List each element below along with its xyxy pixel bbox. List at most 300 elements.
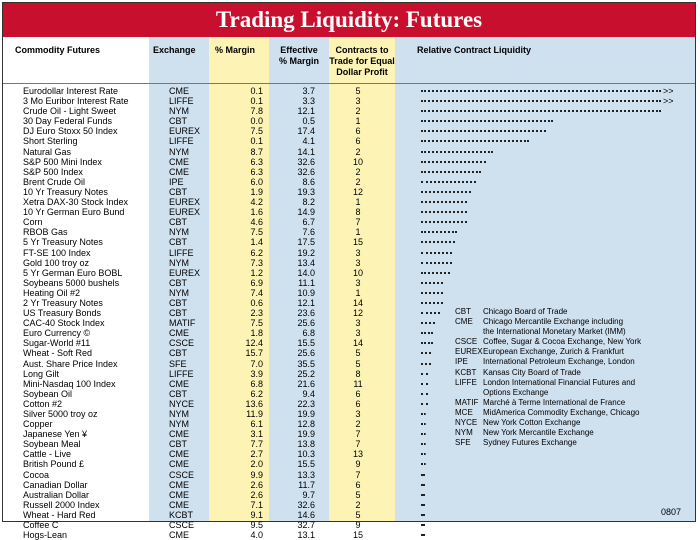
effective-margin-cell: 12.8 — [297, 419, 315, 430]
commodity-name: Short Sterling — [23, 136, 78, 147]
contracts-cell: 8 — [355, 207, 361, 218]
table-row — [3, 288, 695, 298]
exchange-cell: CME — [169, 530, 189, 540]
effective-margin-cell: 10.3 — [297, 449, 315, 460]
liquidity-bar — [421, 443, 426, 447]
margin-cell: 7.3 — [250, 257, 263, 268]
commodity-name: Australian Dollar — [23, 489, 90, 500]
commodity-name: Cattle - Live — [23, 449, 72, 460]
margin-cell: 2.3 — [250, 308, 263, 319]
effective-margin-cell: 12.1 — [297, 297, 315, 308]
liquidity-bar — [421, 332, 433, 336]
effective-margin-cell: 32.6 — [297, 156, 315, 167]
effective-margin-cell: 32.6 — [297, 166, 315, 177]
contracts-cell: 3 — [355, 96, 361, 107]
table-row — [3, 167, 695, 177]
header-effective-line1: Effective — [280, 45, 318, 55]
contracts-cell: 1 — [355, 116, 361, 127]
header-margin: % Margin — [215, 45, 256, 55]
table-row — [3, 520, 695, 530]
page-code: 0807 — [660, 507, 681, 517]
margin-cell: 2.6 — [250, 489, 263, 500]
table-row — [3, 298, 695, 308]
legend-code: CBT — [455, 307, 471, 316]
effective-margin-cell: 15.5 — [297, 459, 315, 470]
exchange-cell: CBT — [169, 348, 187, 359]
exchange-cell: LIFFE — [169, 368, 194, 379]
commodity-name: Crude Oil - Light Sweet — [23, 106, 117, 117]
exchange-cell: EUREX — [169, 207, 201, 218]
legend-code: MCE — [455, 407, 473, 417]
contracts-cell: 12 — [352, 308, 363, 319]
contracts-cell: 9 — [355, 459, 361, 470]
liquidity-bar — [421, 393, 428, 397]
effective-margin-cell: 8.2 — [302, 197, 315, 208]
legend-code: NYCE — [455, 418, 478, 428]
exchange-cell: SFE — [169, 358, 187, 369]
header-effective-line2: % Margin — [278, 56, 319, 66]
effective-margin-cell: 21.6 — [297, 378, 315, 389]
liquidity-bar — [421, 463, 426, 467]
margin-cell: 7.0 — [250, 358, 263, 369]
table-row — [3, 510, 695, 520]
effective-margin-cell: 19.9 — [297, 409, 315, 419]
contracts-cell: 1 — [355, 227, 361, 238]
exchange-cell: CBT — [169, 116, 187, 127]
liquidity-bar — [421, 352, 431, 356]
legend-description: Chicago Board of Trade — [483, 307, 568, 316]
exchange-cell: CME — [169, 449, 189, 460]
commodity-name: S&P 500 Index — [23, 166, 83, 177]
liquidity-bar — [421, 151, 493, 155]
liquidity-bar — [421, 191, 471, 195]
contracts-cell: 11 — [353, 378, 363, 389]
table-row — [3, 490, 695, 500]
header-contracts — [329, 45, 395, 78]
contracts-cell: 7 — [355, 217, 361, 228]
exchange-cell: CME — [169, 489, 189, 500]
exchange-cell: KCBT — [169, 509, 194, 520]
margin-cell: 9.9 — [250, 469, 263, 480]
commodity-name: Silver 5000 troy oz — [23, 409, 98, 419]
commodity-name: Soybean Meal — [23, 439, 81, 450]
exchange-cell: LIFFE — [169, 247, 194, 258]
exchange-cell: NYM — [169, 227, 189, 238]
exchange-cell: EUREX — [169, 197, 201, 208]
liquidity-bar — [421, 252, 452, 256]
table-row — [3, 248, 695, 258]
legend-code: LIFFE — [455, 377, 477, 387]
contracts-cell: 3 — [355, 328, 361, 339]
commodity-name: Eurodollar Interest Rate — [23, 86, 119, 96]
commodity-name: Soybean Oil — [23, 388, 73, 399]
exchange-cell: CME — [169, 156, 189, 167]
effective-margin-cell: 6.8 — [302, 328, 315, 339]
margin-cell: 4.6 — [250, 217, 263, 228]
contracts-cell: 3 — [355, 247, 361, 258]
margin-cell: 7.8 — [250, 106, 263, 117]
table-row — [3, 187, 695, 197]
effective-margin-cell: 23.6 — [297, 308, 315, 319]
liquidity-bar — [421, 453, 426, 457]
contracts-cell: 10 — [352, 156, 363, 167]
contracts-cell: 7 — [355, 429, 361, 440]
margin-cell: 6.3 — [250, 156, 263, 167]
liquidity-bar — [421, 161, 486, 165]
margin-cell: 6.8 — [250, 378, 263, 389]
contracts-cell: 13 — [352, 449, 363, 460]
contracts-cell: 5 — [355, 348, 361, 359]
liquidity-bar — [421, 211, 467, 215]
commodity-name: Wheat - Hard Red — [23, 509, 96, 520]
exchange-cell: CME — [169, 499, 189, 510]
legend-code: NYM — [455, 428, 473, 438]
contracts-cell: 15 — [352, 530, 363, 540]
liquidity-bar — [421, 373, 428, 377]
liquidity-bar — [421, 100, 661, 104]
table-row — [3, 268, 695, 278]
effective-margin-cell: 19.2 — [297, 247, 315, 258]
margin-cell: 1.4 — [250, 237, 263, 248]
contracts-cell: 3 — [355, 409, 361, 419]
exchange-cell: CME — [169, 86, 189, 96]
exchange-cell: CBT — [169, 277, 187, 288]
liquidity-bar — [421, 534, 425, 538]
liquidity-bar — [421, 272, 450, 276]
effective-margin-cell: 9.4 — [302, 388, 315, 399]
contracts-cell: 6 — [355, 479, 361, 490]
effective-margin-cell: 7.6 — [302, 227, 315, 238]
exchange-cell: MATIF — [169, 318, 196, 329]
table-row — [3, 126, 695, 136]
effective-margin-cell: 10.9 — [297, 287, 315, 298]
table-row — [3, 217, 695, 227]
liquidity-bar — [421, 433, 426, 437]
contracts-cell: 7 — [355, 469, 361, 480]
liquidity-bar — [421, 342, 433, 346]
margin-cell: 0.1 — [250, 96, 263, 107]
legend-description: Kansas City Board of Trade — [483, 367, 581, 377]
contracts-cell: 2 — [355, 499, 361, 510]
margin-cell: 7.5 — [250, 126, 263, 137]
table-row — [3, 530, 695, 540]
liquidity-bar — [421, 524, 425, 528]
exchange-cell: EUREX — [169, 126, 201, 137]
commodity-name: 5 Yr German Euro BOBL — [23, 267, 123, 278]
table-row — [3, 147, 695, 157]
commodity-name: Cocoa — [23, 469, 50, 480]
liquidity-bar — [421, 282, 443, 286]
exchange-cell: CSCE — [169, 338, 195, 349]
liquidity-bar — [421, 474, 425, 478]
legend-description: European Exchange, Zurich & Frankfurt — [483, 347, 624, 357]
table-row — [3, 500, 695, 510]
effective-margin-cell: 4.1 — [302, 136, 315, 147]
effective-margin-cell: 11.1 — [298, 277, 315, 288]
commodity-name: US Treasury Bonds — [23, 308, 102, 319]
commodity-name: Long Gilt — [23, 368, 60, 379]
table-row — [3, 480, 695, 490]
margin-cell: 0.1 — [250, 136, 263, 147]
effective-margin-cell: 17.4 — [297, 126, 315, 137]
liquidity-bar — [421, 423, 426, 427]
exchange-cell: NYCE — [169, 398, 195, 409]
effective-margin-cell: 13.1 — [297, 530, 315, 540]
liquidity-bar — [421, 292, 443, 296]
commodity-name: Canadian Dollar — [23, 479, 88, 490]
legend-description: New York Cotton Exchange — [483, 418, 581, 428]
margin-cell: 1.8 — [250, 328, 263, 339]
liquidity-bar — [421, 201, 467, 205]
effective-margin-cell: 25.6 — [297, 348, 315, 359]
legend-description: Sydney Futures Exchange — [483, 438, 577, 448]
exchange-cell: CBT — [169, 217, 187, 228]
exchange-cell: CBT — [169, 186, 187, 197]
margin-cell: 6.2 — [250, 247, 263, 258]
contracts-cell: 2 — [355, 166, 361, 177]
commodity-name: Russell 2000 Index — [23, 499, 100, 510]
commodity-name: Cotton #2 — [23, 398, 63, 409]
contracts-cell: 6 — [355, 388, 361, 399]
commodity-name: S&P 500 Mini Index — [23, 156, 102, 167]
margin-cell: 6.0 — [250, 176, 263, 187]
liquidity-overflow-marker: >> — [663, 96, 674, 107]
effective-margin-cell: 9.7 — [302, 489, 315, 500]
table-row — [3, 459, 695, 469]
contracts-cell: 9 — [355, 520, 361, 531]
effective-margin-cell: 15.5 — [297, 338, 315, 349]
liquidity-bar — [421, 494, 425, 498]
effective-margin-cell: 14.1 — [297, 146, 315, 157]
header-contracts-line2: Trade for Equal — [329, 56, 395, 66]
contracts-cell: 3 — [355, 277, 361, 288]
table-row — [3, 439, 695, 449]
table-row — [3, 278, 695, 288]
commodity-name: Coffee C — [23, 520, 59, 531]
commodity-name: Brent Crude Oil — [23, 176, 86, 187]
table-row — [3, 136, 695, 146]
table-row — [3, 116, 695, 126]
commodity-name: Natural Gas — [23, 146, 72, 157]
margin-cell: 12.4 — [245, 338, 263, 349]
margin-cell: 7.7 — [250, 439, 263, 450]
effective-margin-cell: 11.7 — [298, 479, 315, 490]
effective-margin-cell: 25.6 — [297, 318, 315, 329]
exchange-cell: NYM — [169, 409, 189, 419]
header-exchange: Exchange — [153, 45, 196, 55]
effective-margin-cell: 12.1 — [297, 106, 315, 117]
liquidity-bar — [421, 403, 428, 407]
table-row — [3, 449, 695, 459]
commodity-name: Sugar-World #11 — [23, 338, 91, 349]
margin-cell: 7.4 — [250, 287, 263, 298]
contracts-cell: 15 — [352, 237, 363, 248]
commodity-name: Corn — [23, 217, 43, 228]
legend-description: International Petroleum Exchange, London — [483, 357, 635, 367]
liquidity-bar — [421, 363, 431, 367]
exchange-cell: CME — [169, 166, 189, 177]
contracts-cell: 5 — [355, 358, 361, 369]
liquidity-bar — [421, 120, 553, 124]
exchange-cell: CSCE — [169, 469, 195, 480]
table-row — [3, 207, 695, 217]
legend-description: the International Monetary Market (IMM) — [483, 327, 626, 337]
commodity-name: Copper — [23, 419, 53, 430]
table-row — [3, 106, 695, 116]
effective-margin-cell: 6.7 — [302, 217, 315, 228]
effective-margin-cell: 14.0 — [297, 267, 315, 278]
table-row — [3, 86, 695, 96]
exchange-cell: CME — [169, 459, 189, 470]
contracts-cell: 6 — [355, 398, 361, 409]
table-body — [3, 86, 695, 540]
table-row — [3, 227, 695, 237]
legend-description: Marché à Terme International de France — [483, 397, 626, 407]
margin-cell: 0.0 — [250, 116, 263, 127]
liquidity-bar — [421, 322, 435, 326]
header-contracts-line1: Contracts to — [335, 45, 389, 55]
commodity-name: Heating Oil #2 — [23, 287, 81, 298]
effective-margin-cell: 0.5 — [302, 116, 315, 127]
commodity-name: Hogs-Lean — [23, 530, 68, 540]
legend-description: Chicago Mercantile Exchange including — [483, 317, 624, 327]
commodity-name: RBOB Gas — [23, 227, 68, 238]
legend-code: IPE — [455, 357, 468, 367]
effective-margin-cell: 14.6 — [297, 509, 315, 520]
contracts-cell: 8 — [355, 368, 361, 379]
commodity-name: 30 Day Federal Funds — [23, 116, 113, 127]
margin-cell: 3.9 — [250, 368, 263, 379]
legend-code: MATIF — [455, 397, 479, 407]
legend-description: MidAmerica Commodity Exchange, Chicago — [483, 407, 640, 417]
liquidity-overflow-marker: >> — [663, 86, 674, 96]
effective-margin-cell: 22.3 — [297, 398, 315, 409]
header-contracts-line3: Dollar Profit — [336, 67, 388, 77]
exchange-cell: CBT — [169, 439, 187, 450]
margin-cell: 2.0 — [250, 459, 263, 470]
liquidity-bar — [421, 140, 529, 144]
contracts-cell: 2 — [355, 176, 361, 187]
legend-code: CME — [455, 317, 473, 327]
effective-margin-cell: 3.3 — [302, 96, 315, 107]
exchange-cell: EUREX — [169, 267, 201, 278]
exchange-cell: CBT — [169, 237, 187, 248]
exchange-cell: LIFFE — [169, 136, 194, 147]
contracts-cell: 14 — [352, 338, 363, 349]
margin-cell: 11.9 — [246, 409, 263, 419]
liquidity-bar — [421, 171, 481, 175]
liquidity-bar — [421, 262, 452, 266]
table-row — [3, 157, 695, 167]
margin-cell: 3.1 — [250, 429, 263, 440]
liquidity-bar — [421, 90, 661, 94]
contracts-cell: 5 — [355, 489, 361, 500]
liquidity-bar — [421, 130, 546, 134]
commodity-name: Mini-Nasdaq 100 Index — [23, 378, 116, 389]
margin-cell: 0.1 — [250, 86, 263, 96]
exchange-cell: CME — [169, 378, 189, 389]
contracts-cell: 2 — [355, 146, 361, 157]
liquidity-table — [2, 2, 696, 540]
margin-cell: 7.5 — [250, 227, 263, 238]
margin-cell: 4.2 — [250, 197, 263, 208]
table-row — [3, 258, 695, 268]
exchange-cell: CBT — [169, 308, 187, 319]
effective-margin-cell: 19.3 — [297, 186, 315, 197]
commodity-name: Aust. Share Price Index — [23, 358, 118, 369]
margin-cell: 15.7 — [245, 348, 263, 359]
commodity-name: 2 Yr Treasury Notes — [23, 297, 103, 308]
margin-cell: 6.1 — [250, 419, 263, 430]
liquidity-bar — [421, 231, 457, 235]
effective-margin-cell: 13.8 — [297, 439, 315, 450]
effective-margin-cell: 17.5 — [297, 237, 315, 248]
liquidity-bar — [421, 302, 443, 306]
liquidity-bar — [421, 504, 425, 508]
header-commodity: Commodity Futures — [15, 45, 101, 55]
exchange-cell: NYM — [169, 106, 189, 117]
header-divider — [3, 83, 695, 84]
legend-description: Options Exchange — [483, 387, 549, 397]
table-row — [3, 237, 695, 247]
margin-cell: 8.7 — [250, 146, 263, 157]
margin-cell: 2.7 — [250, 449, 263, 460]
margin-cell: 6.3 — [250, 166, 263, 177]
contracts-cell: 5 — [355, 509, 361, 520]
exchange-cell: CME — [169, 328, 189, 339]
commodity-name: British Pound £ — [23, 459, 85, 470]
margin-cell: 9.5 — [250, 520, 263, 531]
commodity-name: 10 Yr Treasury Notes — [23, 186, 108, 197]
contracts-cell: 7 — [355, 439, 361, 450]
contracts-cell: 2 — [355, 106, 361, 117]
exchange-cell: CBT — [169, 388, 187, 399]
liquidity-bar — [421, 221, 467, 225]
liquidity-bar — [421, 241, 455, 245]
effective-margin-cell: 13.3 — [297, 469, 315, 480]
contracts-cell: 3 — [355, 318, 361, 329]
contracts-cell: 1 — [355, 287, 361, 298]
margin-cell: 4.0 — [250, 530, 263, 540]
commodity-name: Soybeans 5000 bushels — [23, 277, 120, 288]
legend-code: EUREX — [455, 347, 483, 357]
contracts-cell: 2 — [355, 419, 361, 430]
exchange-cell: NYM — [169, 287, 189, 298]
effective-margin-cell: 8.6 — [302, 176, 315, 187]
exchange-cell: NYM — [169, 146, 189, 157]
legend-code: CSCE — [455, 337, 478, 347]
exchange-cell: CBT — [169, 297, 187, 308]
margin-cell: 2.6 — [250, 479, 263, 490]
commodity-name: 3 Mo Euribor Interest Rate — [23, 96, 129, 107]
commodity-name: 5 Yr Treasury Notes — [23, 237, 103, 248]
commodity-name: FT-SE 100 Index — [23, 247, 91, 258]
exchange-cell: CSCE — [169, 520, 195, 531]
contracts-cell: 5 — [355, 86, 361, 96]
margin-cell: 6.9 — [250, 277, 263, 288]
effective-margin-cell: 32.6 — [297, 499, 315, 510]
exchange-cell: CME — [169, 429, 189, 440]
commodity-name: Gold 100 troy oz — [23, 257, 90, 268]
commodity-name: Japanese Yen ¥ — [23, 429, 88, 440]
exchange-cell: NYM — [169, 257, 189, 268]
margin-cell: 7.5 — [250, 318, 263, 329]
liquidity-bar — [421, 514, 425, 518]
effective-margin-cell: 32.7 — [297, 520, 315, 531]
contracts-cell: 3 — [355, 257, 361, 268]
legend-code: KCBT — [455, 367, 477, 377]
table-row — [3, 96, 695, 106]
